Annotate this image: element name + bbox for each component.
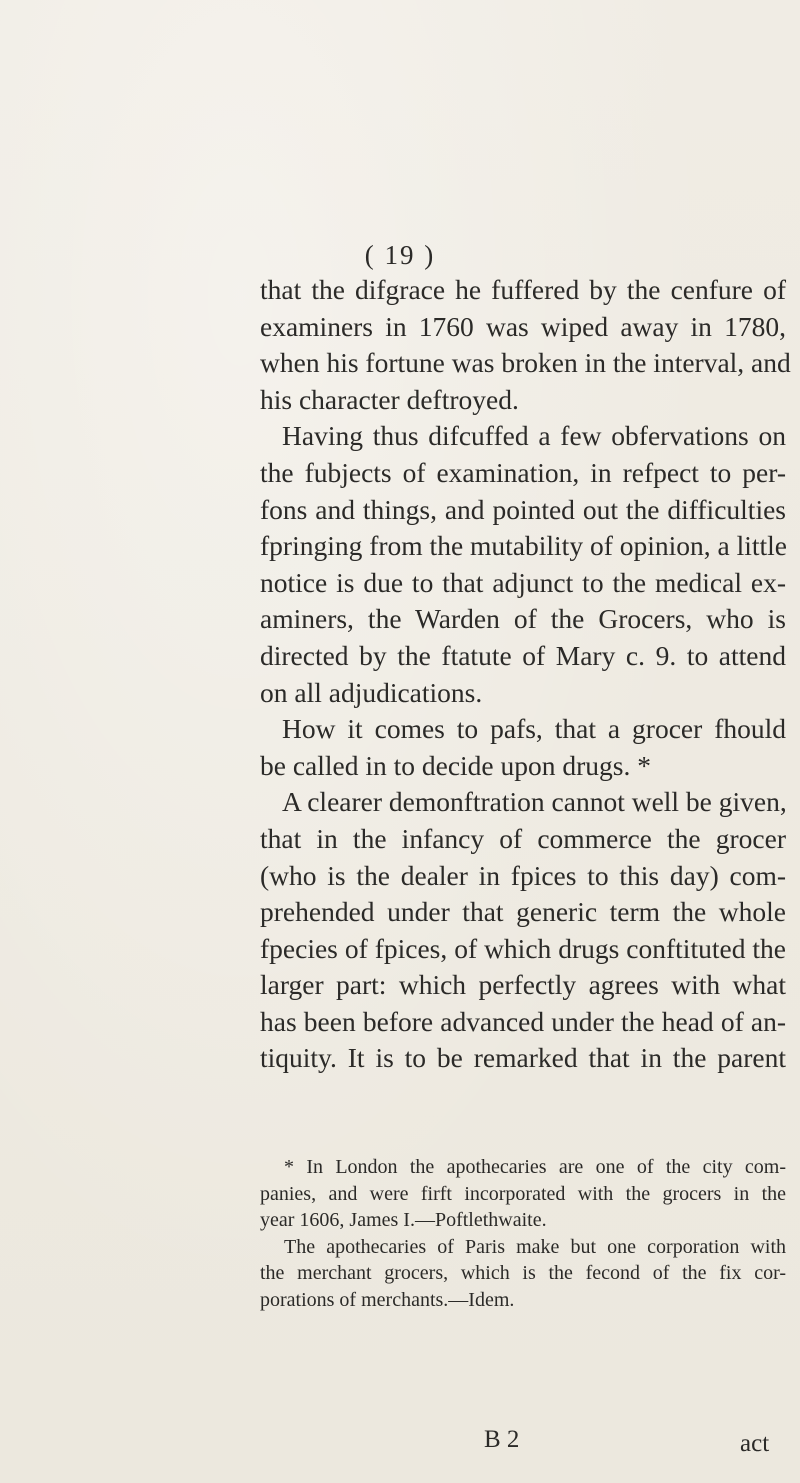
body-line: that in the infancy of commerce the grocer (260, 822, 786, 854)
body-line: How it comes to pafs, that a grocer fhould (282, 713, 786, 745)
footnote-line: the merchant grocers, which is the fecond of the fix cor- (260, 1262, 786, 1284)
footnotes (260, 1154, 786, 1313)
body-line: the fubjects of examination, in refpect to per- (260, 456, 786, 488)
body-line: fons and things, and pointed out the difficulties (260, 493, 786, 525)
body-line: Having thus difcuffed a few obfervations on (282, 420, 786, 452)
body-line: that the difgrace he fuffered by the cenfure of (260, 274, 786, 305)
footnote-line: porations of merchants.—Idem. (260, 1288, 515, 1311)
body-line: fpringing from the mutability of opinion, a little (260, 530, 787, 562)
body-line: be called in to decide upon drugs. * (260, 749, 652, 781)
footnote-line: year 1606, James I.—Poftlethwaite. (260, 1209, 547, 1231)
page-number: ( 19 ) (364, 240, 436, 270)
body-line: prehended under that generic term the whole (260, 896, 786, 928)
body-line: has been before advanced under the head of an- (260, 1005, 786, 1037)
body-text (260, 272, 791, 1077)
body-line: notice is due to that adjunct to the medical ex- (260, 566, 786, 598)
body-line: aminers, the Warden of the Grocers, who is (260, 603, 786, 635)
catchword: act (740, 1430, 770, 1457)
body-line: A clearer demonftration cannot well be given, (282, 786, 787, 818)
body-line: fpecies of fpices, of which drugs conftituted the (260, 932, 786, 964)
signature-mark: B 2 (484, 1426, 520, 1453)
footnote-line: * In London the apothecaries are one of the city com- (284, 1156, 786, 1178)
body-line: directed by the ftatute of Mary c. 9. to attend (260, 639, 786, 671)
body-line: his character deftroyed. (260, 383, 519, 415)
body-line: examiners in 1760 was wiped away in 1780, (260, 310, 786, 342)
body-line: (who is the dealer in fpices to this day) com- (260, 859, 786, 891)
body-line: larger part: which perfectly agrees with what (260, 969, 786, 1001)
footnote-line: The apothecaries of Paris make but one corporation with (284, 1235, 786, 1258)
body-line: on all adjudications. (260, 676, 483, 708)
body-line: when his fortune was broken in the interval, and (260, 347, 791, 379)
body-line: tiquity. It is to be remarked that in the parent (260, 1042, 786, 1074)
footnote-line: panies, and were firft incorporated with the grocers in the (260, 1182, 786, 1205)
